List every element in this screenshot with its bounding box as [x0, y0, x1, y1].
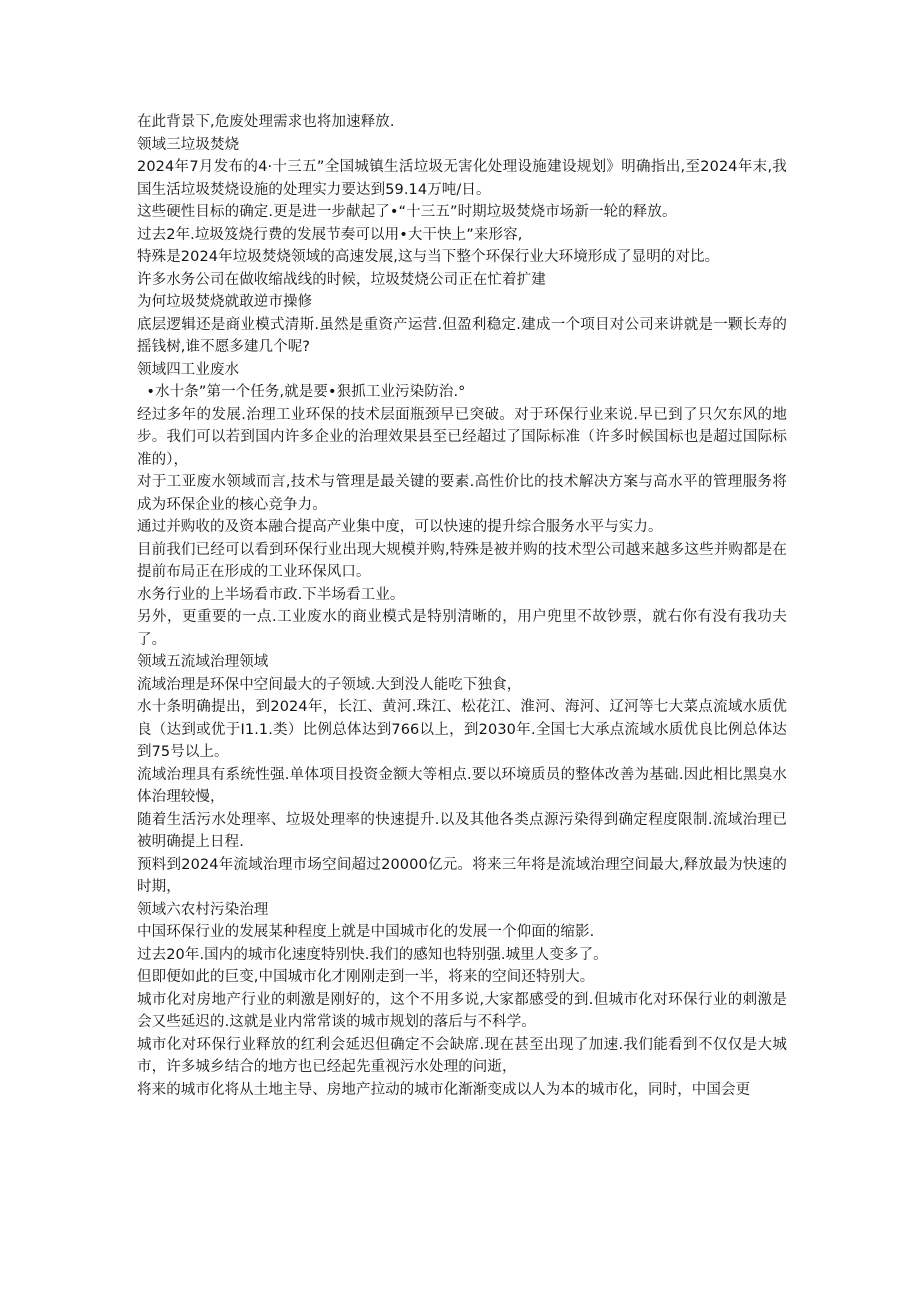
paragraph: 预料到2024年流域治理市场空间超过20000亿元。将来三年将是流域治理空间最大,释放最为快速的时期， — [137, 856, 787, 895]
paragraph: 水务行业的上半场看市政.下半场看工业。 — [137, 586, 405, 603]
paragraph: 2024年7月发布的4·十三五”全国城镇生活垃圾无害化处理设施建设规划》明确指出,至2024年末,我国生活垃圾焚烧设施的处理实力要达到59.14万吨/日。 — [137, 159, 787, 198]
paragraph: 许多水务公司在做收缩战线的时候，垃圾焚烧公司正在忙着扩建 — [137, 271, 546, 288]
section-heading: 领域四工业废水 — [137, 361, 240, 378]
paragraph: 底层逻辑还是商业模式清斯.虽然是重资产运营.但盈利稳定.建成一个项目对公司来讲就是一颗长寿的摇钱树,谁不愿多建几个呢? — [137, 316, 787, 355]
paragraph: 过去20年.国内的城市化速度特别快.我们的感知也特别强.城里人变多了。 — [137, 946, 608, 963]
paragraph: 但即便如此的巨变,中国城市化才刚刚走到一半，将来的空间还特别大。 — [137, 969, 595, 985]
paragraph: 特殊是2024年垃圾焚烧领域的高速发展,这与当下整个环保行业大环境形成了显明的对比。 — [137, 249, 720, 265]
paragraph: 流域治理具有系统性强.单体项目投资金额大等相点.要以环境质员的整体改善为基础.因此相比黑臭水体治理较慢， — [137, 766, 787, 805]
paragraph: 水十条明确提出，到2024年，长江、黄河.珠江、松花江、淮河、海河、辽河等七大菜点流域水质优良（达到或优于I1.1.类）比例总体达到766以上，到2030年.全国七大承点流域水质优良比例总体达到75号以上。 — [137, 699, 787, 760]
section-heading: 领域五流域治理领域 — [137, 654, 269, 670]
section-heading: 领域六农村污染治理 — [137, 901, 269, 918]
paragraph: 城市化对环保行业释放的红利会延迟但确定不会缺席.现在甚至出现了加速.我们能看到不仅仅是大城市，许多城乡结合的地方也已经起先重视污水处理的问逝， — [137, 1036, 787, 1075]
paragraph: 为何垃圾焚烧就敢逆市操修 — [137, 294, 313, 310]
document-body — [137, 111, 787, 1101]
paragraph: 这些硬性目标的确定.更是进一步献起了•“十三五”时期垃圾焚烧市场新一轮的释放。 — [137, 204, 677, 220]
paragraph: •水十条”第一个任务,就是要•狠抓工业污染防治.° — [137, 384, 466, 400]
paragraph: 过去2年.垃圾笈烧行费的发展节奏可以用•大干快上”来形容, — [137, 226, 523, 243]
paragraph: 流域治理是环保中空间最大的子领域.大到没人能吃下独食， — [137, 676, 522, 693]
paragraph: 通过并购收的及资本融合提高产业集中度，可以快速的提升综合服务水平与实力。 — [137, 519, 663, 535]
paragraph: 随着生活污水处理率、垃圾处理率的快速提升.以及其他各类点源污染得到确定程度限制.流域治理已被明确提上日程. — [137, 811, 787, 850]
paragraph: 中国环保行业的发展某种程度上就是中国城市化的发展一个仰面的缩影. — [137, 924, 595, 940]
paragraph: 经过多年的发展.治理工业环保的技术层面瓶颈早已突破。对于环保行业来说.早已到了只欠东风的地步。我们可以若到国内许多企业的治理效果县至已经超过了国际标准（许多时候国标也是超过国际标准的）， — [137, 406, 787, 468]
paragraph: 城市化对房地产行业的刺激是刚好的，这个不用多说,大家都感受的到.但城市化对环保行业的刺激是会又些延迟的.这就是业内常常谈的城市规划的落后与不科学。 — [137, 991, 787, 1030]
paragraph: 将来的城市化将从土地主导、房地产拉动的城市化渐渐变成以人为本的城市化，同时，中国会更 — [137, 1081, 751, 1098]
paragraph: 在此背景下,危废处理需求也将加速释放. — [137, 114, 395, 130]
paragraph: 目前我们已经可以看到环保行业出现大规模并购,特殊是被并购的技术型公司越来越多这些并购都是在提前布局正在形成的工业环保风口。 — [137, 541, 787, 580]
paragraph: 对于工亚废水领域而言,技术与管理是最关键的要素.高性价比的技术解决方案与高水平的管理服务将成为环保企业的核心竞争力。 — [137, 474, 787, 513]
paragraph: 另外，更重要的一点.工业废水的商业模式是特别清晰的，用户兜里不故钞票，就右你有没有我功夫了。 — [137, 609, 787, 648]
section-heading: 领域三垃圾焚烧 — [137, 136, 240, 153]
